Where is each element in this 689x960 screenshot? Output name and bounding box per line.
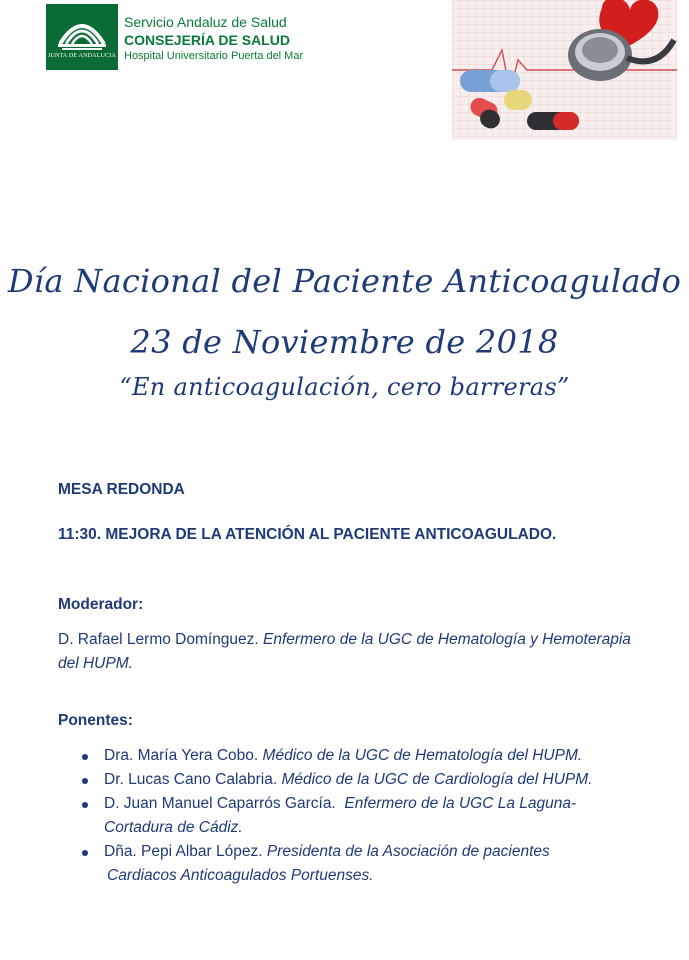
speaker-role: Presidenta de la Asociación de pacientes	[266, 843, 550, 860]
org-line-1: Servicio Andaluz de Salud	[124, 14, 287, 30]
org-line-2: CONSEJERÍA DE SALUD	[124, 32, 290, 48]
section-heading: MESA REDONDA	[58, 481, 185, 498]
list-item	[80, 840, 680, 888]
moderator-role-cont: del HUPM.	[58, 655, 133, 672]
speaker-name: D. Juan Manuel Caparrós García.	[104, 795, 336, 812]
header-photo	[452, 0, 677, 140]
speaker-name: Dra. María Yera Cobo.	[104, 747, 259, 764]
org-line-3: Hospital Universitario Puerta del Mar	[124, 50, 304, 62]
speaker-role: Enfermero de la UGC La Laguna-	[344, 795, 577, 812]
list-item	[80, 792, 680, 840]
speakers-heading: Ponentes:	[58, 712, 133, 729]
moderator-name: D. Rafael Lermo Domínguez.	[58, 631, 259, 648]
event-date: 23 de Noviembre de 2018	[130, 323, 559, 361]
speakers-list	[80, 744, 680, 888]
logo-text: JUNTA DE ANDALUCIA	[47, 53, 117, 59]
junta-andalucia-logo	[46, 4, 118, 70]
moderator-entry	[58, 628, 688, 676]
list-item	[80, 768, 680, 792]
session-title: 11:30. MEJORA DE LA ATENCIÓN AL PACIENTE ANTICOAGULADO.	[58, 526, 557, 543]
moderator-heading: Moderador:	[58, 596, 144, 613]
stethoscope-heart-pills-icon	[452, 0, 677, 140]
event-title: Día Nacional del Paciente Anticoagulado	[7, 262, 682, 300]
speaker-name: Dr. Lucas Cano Calabria.	[104, 771, 278, 788]
speaker-role: Médico de la UGC de Hematología del HUPM.	[262, 747, 583, 764]
speaker-role-cont: Cardiacos Anticoagulados Portuenses.	[107, 867, 374, 884]
moderator-role: Enfermero de la UGC de Hematología y Hemoterapia	[263, 631, 631, 648]
logo-emblem-icon	[46, 4, 118, 70]
speaker-role-cont: Cortadura de Cádiz.	[104, 819, 243, 836]
speaker-role: Médico de la UGC de Cardiología del HUPM.	[281, 771, 593, 788]
speaker-name: Dña. Pepi Albar López.	[104, 843, 263, 860]
organization-block	[124, 14, 303, 63]
event-slogan: “En anticoagulación, cero barreras”	[119, 373, 570, 401]
list-item	[80, 744, 680, 768]
